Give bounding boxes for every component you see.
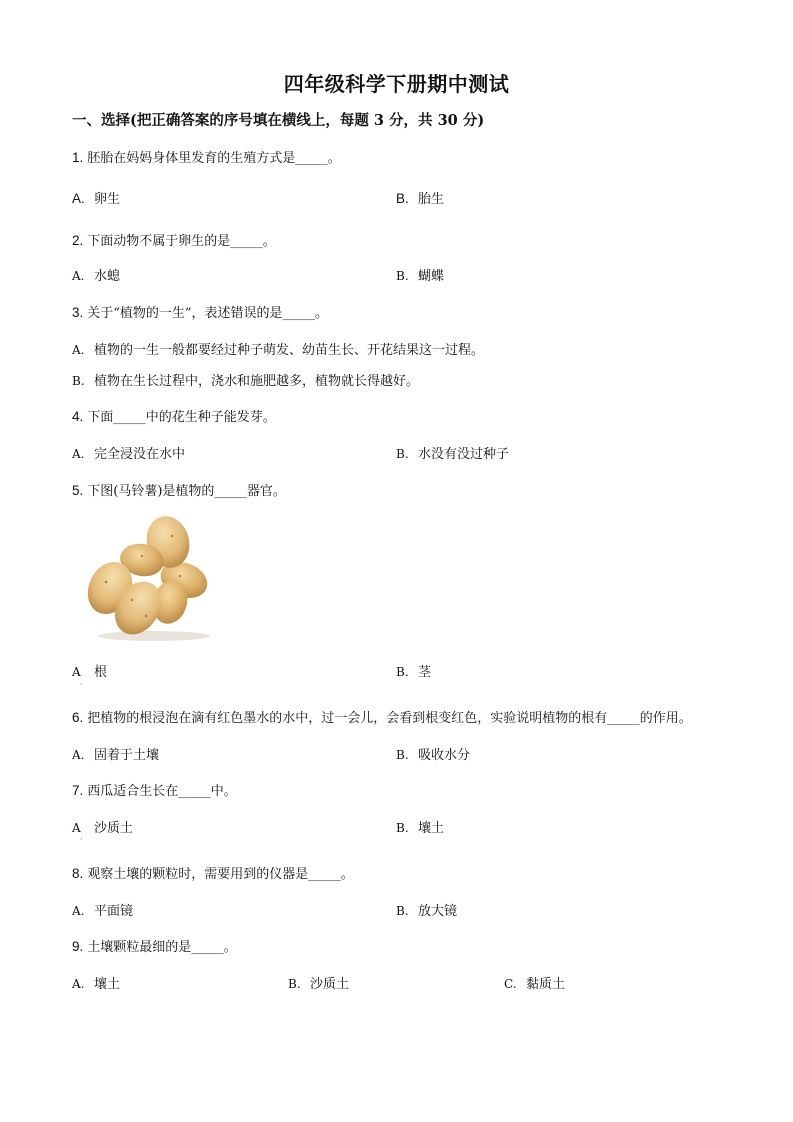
- option-5a[interactable]: [72, 661, 107, 680]
- option-letter: B.: [288, 977, 301, 991]
- question-number: 2.: [72, 233, 84, 248]
- option-text: 平面镜: [94, 904, 134, 919]
- option-9a[interactable]: [72, 973, 120, 992]
- question-number: 4.: [72, 409, 84, 424]
- option-letter: A: [72, 665, 81, 679]
- question-2: [72, 230, 276, 249]
- option-letter: B.: [396, 665, 409, 679]
- option-text: 茎: [418, 665, 432, 680]
- section-heading: 一、选择(把正确答案的序号填在横线上，每题 3 分，共 30 分): [72, 112, 485, 129]
- page-title: 四年级科学下册期中测试: [283, 72, 510, 96]
- question-number: 7.: [72, 783, 84, 798]
- option-4a[interactable]: [72, 443, 185, 462]
- option-letter: B.: [396, 821, 409, 835]
- question-number: 1.: [72, 150, 84, 165]
- question-number: 9.: [72, 939, 84, 954]
- question-text: 下图(马铃薯)是植物的_____器官。: [87, 484, 286, 499]
- question-6: [72, 707, 692, 726]
- question-3: [72, 302, 328, 321]
- question-text: 下面动物不属于卵生的是_____。: [87, 234, 276, 249]
- option-letter: A.: [72, 447, 85, 461]
- option-letter: A.: [72, 748, 85, 762]
- question-text: 把植物的根浸泡在滴有红色墨水的水中，过一会儿，会看到根变红色，实验说明植物的根有_____的作用。: [87, 711, 692, 726]
- option-7a[interactable]: [72, 817, 133, 836]
- option-3a[interactable]: [72, 339, 484, 358]
- option-letter: B.: [72, 374, 85, 388]
- option-3b[interactable]: [72, 370, 419, 389]
- question-text: 土壤颗粒最细的是_____。: [87, 940, 237, 955]
- option-1a[interactable]: [72, 188, 120, 207]
- option-8a[interactable]: [72, 900, 133, 919]
- question-number: 8.: [72, 866, 84, 881]
- question-number: 5.: [72, 483, 84, 498]
- option-9c[interactable]: [504, 973, 565, 992]
- option-letter: B.: [396, 447, 409, 461]
- option-5b[interactable]: [396, 661, 431, 680]
- option-9b[interactable]: [288, 973, 349, 992]
- option-text: 根: [94, 665, 108, 680]
- question-7: [72, 780, 237, 799]
- option-letter: A.: [72, 343, 85, 357]
- question-9: [72, 936, 237, 955]
- option-4b[interactable]: [396, 443, 509, 462]
- option-text: 沙质土: [94, 821, 134, 836]
- question-number: 6.: [72, 710, 84, 725]
- option-text: 沙质土: [310, 977, 350, 992]
- question-number: 3.: [72, 305, 84, 320]
- option-letter: B.: [396, 269, 409, 283]
- question-8: [72, 863, 354, 882]
- question-text: 下面_____中的花生种子能发芽。: [87, 410, 276, 425]
- option-letter: C.: [504, 977, 517, 991]
- potato-image: [80, 512, 216, 642]
- option-letter: B.: [396, 191, 409, 206]
- option-text: 完全浸没在水中: [94, 447, 186, 462]
- option-letter: A.: [72, 977, 85, 991]
- option-letter: B.: [396, 904, 409, 918]
- option-text: 壤土: [418, 821, 445, 836]
- question-text: 观察土壤的颗粒时，需要用到的仪器是_____。: [87, 867, 354, 882]
- question-5: [72, 480, 286, 499]
- option-text: 固着于土壤: [94, 748, 160, 763]
- potato-shadow: [98, 631, 210, 641]
- option-text: 植物的一生一般都要经过种子萌发、幼苗生长、开花结果这一过程。: [94, 343, 485, 358]
- option-2a[interactable]: [72, 265, 120, 284]
- question-1: [72, 147, 341, 166]
- option-text: 黏质土: [526, 977, 566, 992]
- option-text: 吸收水分: [418, 748, 471, 763]
- question-text: 关于“植物的一生”，表述错误的是_____。: [87, 306, 329, 321]
- option-letter: A: [72, 821, 81, 835]
- option-text: 胎生: [418, 192, 445, 207]
- option-text: 放大镜: [418, 904, 458, 919]
- option-text: 壤土: [94, 977, 121, 992]
- option-text: 卵生: [94, 192, 121, 207]
- stray-mark: ·: [80, 835, 83, 844]
- option-text: 植物在生长过程中，浇水和施肥越多，植物就长得越好。: [94, 374, 420, 389]
- question-text: 胚胎在妈妈身体里发育的生殖方式是_____。: [87, 151, 341, 166]
- stray-mark: ·: [80, 680, 83, 689]
- option-text: 蝴蝶: [418, 269, 445, 284]
- option-2b[interactable]: [396, 265, 444, 284]
- option-6a[interactable]: [72, 744, 159, 763]
- option-letter: A.: [72, 191, 85, 206]
- option-letter: B.: [396, 748, 409, 762]
- option-6b[interactable]: [396, 744, 470, 763]
- option-text: 水没有没过种子: [418, 447, 510, 462]
- option-letter: A.: [72, 904, 85, 918]
- question-text: 西瓜适合生长在_____中。: [87, 784, 237, 799]
- option-8b[interactable]: [396, 900, 457, 919]
- option-text: 水螅: [94, 269, 121, 284]
- option-1b[interactable]: [396, 188, 444, 207]
- option-7b[interactable]: [396, 817, 444, 836]
- option-letter: A.: [72, 269, 85, 283]
- question-4: [72, 406, 276, 425]
